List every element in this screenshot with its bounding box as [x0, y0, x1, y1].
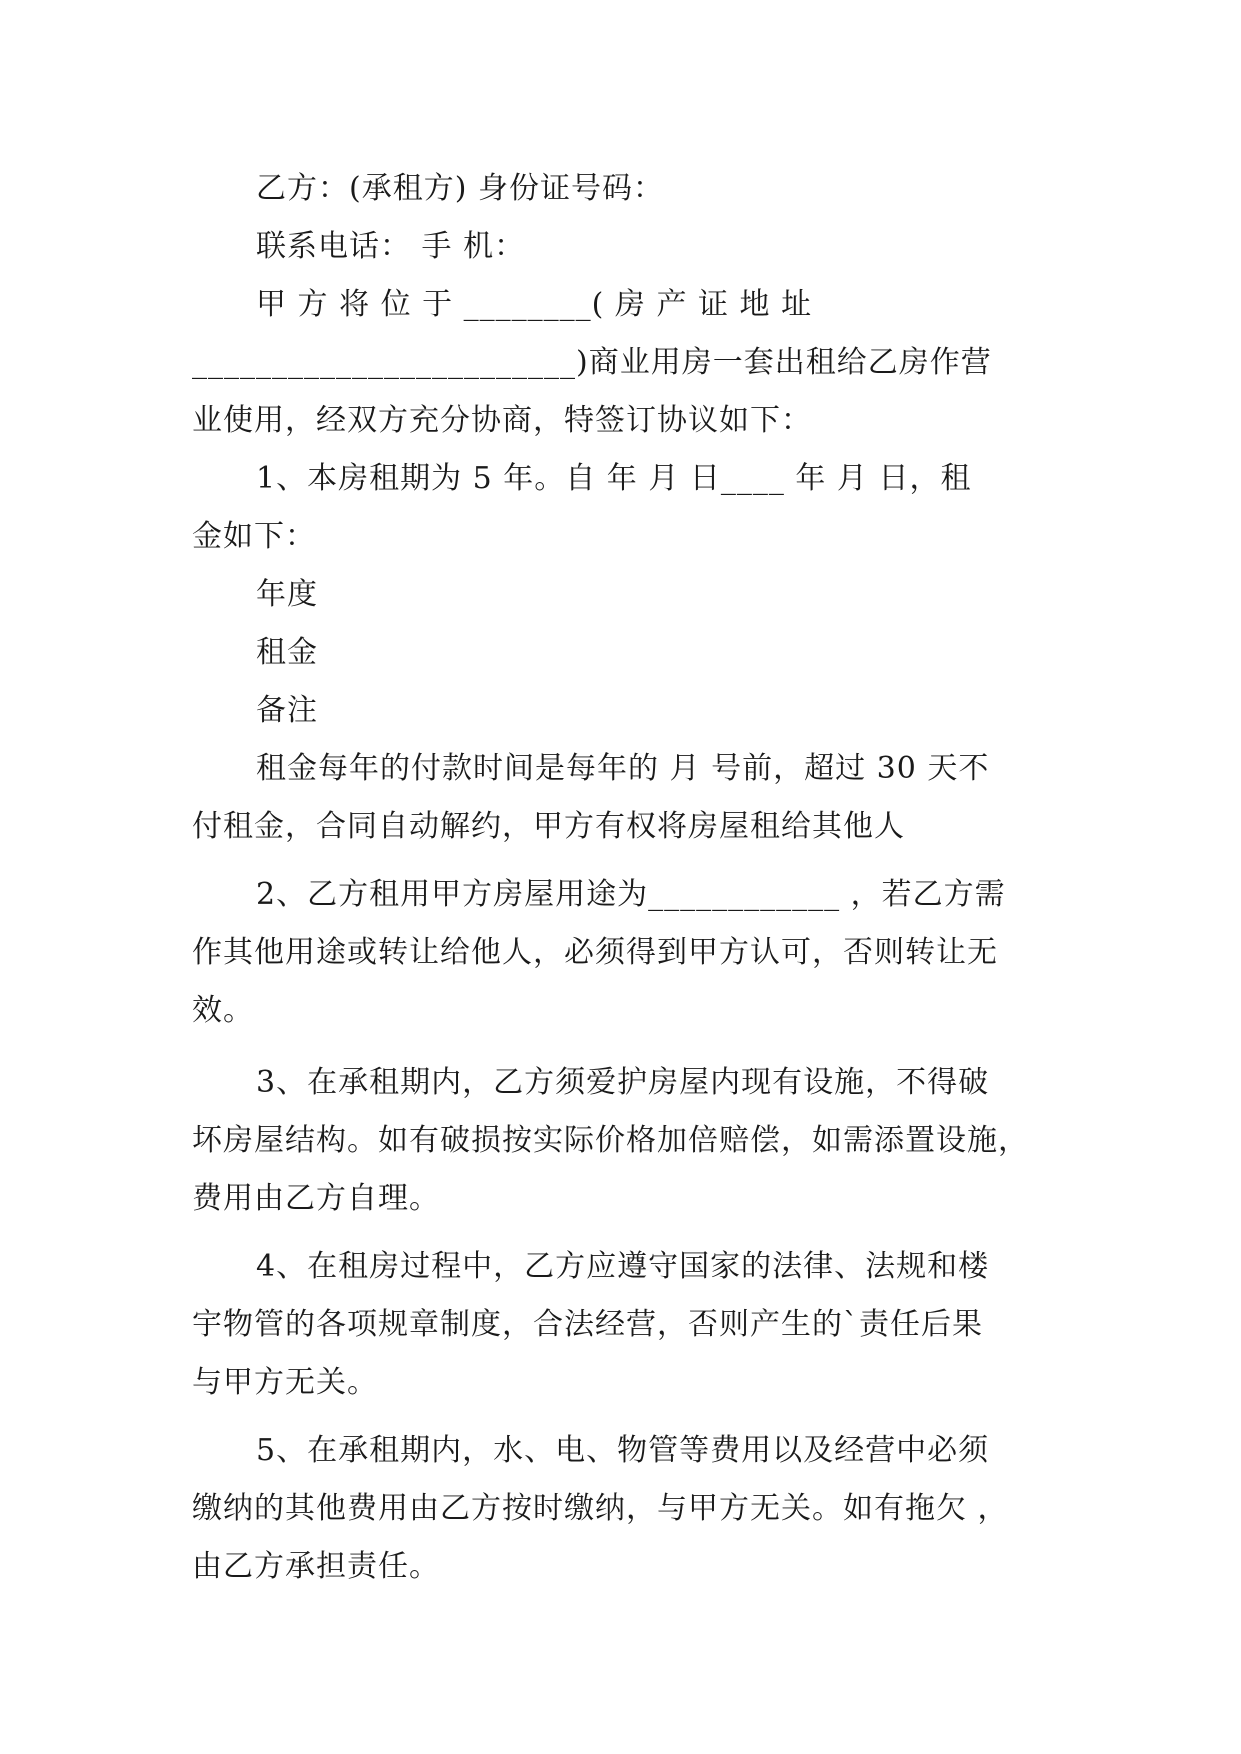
clause-1-line-2: 金如下： [192, 519, 316, 554]
property-location-line: 甲 方 将 位 于 ________( 房 产 证 地 址 [256, 287, 813, 322]
party-b-id-line: 乙方：(承租方) 身份证号码： [256, 171, 664, 206]
contact-phone-line: 联系电话： 手 机： [256, 229, 526, 264]
clause-5-line-2: 缴纳的其他费用由乙方按时缴纳，与甲方无关。如有拖欠 ， [192, 1491, 1009, 1526]
clause-2-line-1: 2、乙方租用甲方房屋用途为____________ ，若乙方需 [256, 877, 1006, 912]
clause-3-line-1: 3、在承租期内，乙方须爱护房屋内现有设施，不得破 [256, 1065, 990, 1100]
clause-1-line-1: 1、本房租期为 5 年。自 年 月 日____ 年 月 日，租 [256, 461, 972, 496]
rent-table-notes-label: 备注 [256, 693, 318, 728]
clause-3-line-3: 费用由乙方自理。 [192, 1181, 440, 1216]
clause-5-line-1: 5、在承租期内，水、电、物管等费用以及经营中必须 [256, 1433, 990, 1468]
payment-terms-line-1: 租金每年的付款时间是每年的 月 号前，超过 30 天不 [256, 751, 990, 786]
agreement-intro-line: 业使用，经双方充分协商，特签订协议如下： [192, 403, 812, 438]
clause-4-line-1: 4、在租房过程中，乙方应遵守国家的法律、法规和楼 [256, 1249, 990, 1284]
property-address-line: ________________________)商业用房一套出租给乙房作营 [192, 345, 992, 380]
clause-4-line-3: 与甲方无关。 [192, 1365, 378, 1400]
payment-terms-line-2: 付租金，合同自动解约，甲方有权将房屋租给其他人 [192, 809, 905, 844]
rent-table-year-label: 年度 [256, 577, 318, 612]
document-body [192, 160, 1050, 1596]
clause-3-line-2: 坏房屋结构。如有破损按实际价格加倍赔偿，如需添置设施， [192, 1123, 1029, 1158]
clause-4-line-2: 宇物管的各项规章制度，合法经营，否则产生的`责任后果 [192, 1307, 983, 1342]
clause-2-line-2: 作其他用途或转让给他人，必须得到甲方认可，否则转让无 [192, 935, 998, 970]
clause-5-line-3: 由乙方承担责任。 [192, 1549, 440, 1584]
clause-2-line-3: 效。 [192, 993, 254, 1028]
rent-table-rent-label: 租金 [256, 635, 318, 670]
